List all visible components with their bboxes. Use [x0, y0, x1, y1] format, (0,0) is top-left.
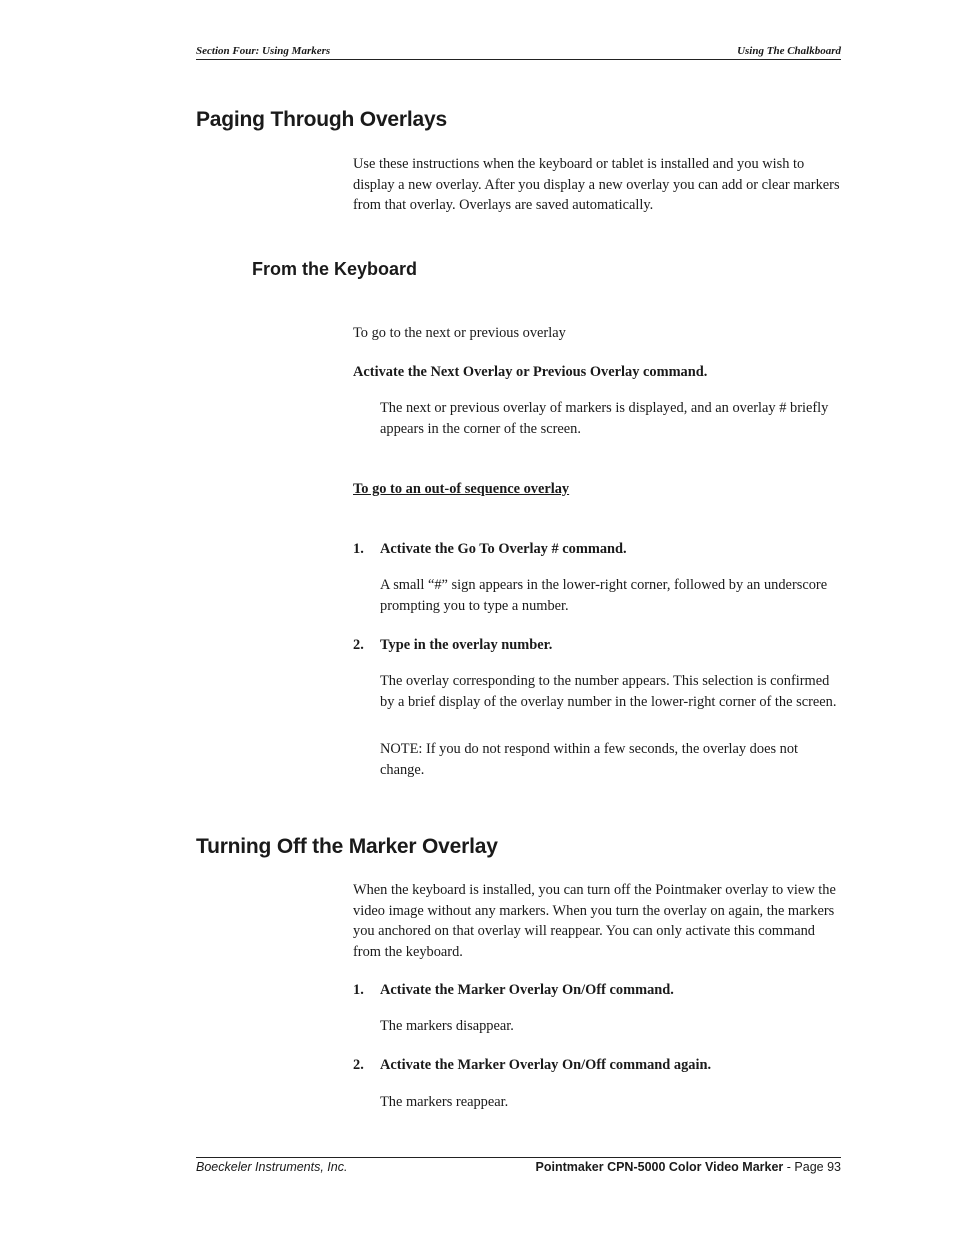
step-note: NOTE: If you do not respond within a few seconds, the overlay does not change.: [380, 741, 799, 778]
footer-page-info: [536, 1159, 841, 1175]
step-command-overlay-on: Activate the Marker Overlay On/Off command again.: [380, 1057, 712, 1073]
step-result-goto: A small “#” sign appears in the lower-right corner, followed by an underscore prompting you to type a number.: [380, 577, 828, 614]
step-result-reappear: The markers reappear.: [380, 1094, 509, 1110]
step-command-overlay-off: Activate the Marker Overlay On/Off command.: [380, 982, 674, 998]
step-command-goto: Activate the Go To Overlay # command.: [380, 541, 627, 557]
step-number: 2.: [353, 637, 364, 653]
step-command-type-number: Type in the overlay number.: [380, 637, 553, 653]
step-number: 1.: [353, 541, 364, 557]
subheading-keyboard: From the Keyboard: [252, 259, 418, 279]
step-number: 1.: [353, 982, 364, 998]
next-prev-result: The next or previous overlay of markers is displayed, and an overlay # briefly appears in the corner of the screen.: [380, 400, 829, 437]
footer-page-number: - Page 93: [786, 1160, 841, 1174]
footer-company: Boeckeler Instruments, Inc.: [196, 1160, 348, 1174]
running-header-section: Section Four: Using Markers: [196, 45, 331, 57]
running-header-chapter: Using The Chalkboard: [737, 45, 841, 57]
header-rule: [196, 59, 841, 60]
out-of-sequence-heading: To go to an out-of sequence overlay: [353, 481, 570, 497]
footer-rule: [196, 1157, 841, 1158]
paging-intro: Use these instructions when the keyboard or tablet is installed and you wish to display a new overlay. After you display a new overlay you can add or clear markers from that overlay. Overlays are saved automatically.: [353, 156, 840, 213]
step-number: 2.: [353, 1057, 364, 1073]
section-title-paging: Paging Through Overlays: [196, 108, 447, 131]
step-result-disappear: The markers disappear.: [380, 1018, 514, 1034]
next-prev-intro: To go to the next or previous overlay: [353, 325, 566, 341]
step-result-confirm: The overlay corresponding to the number appears. This selection is confirmed by a brief display of the overlay number in the lower-right corner of the screen.: [380, 673, 837, 710]
turning-off-intro: When the keyboard is installed, you can turn off the Pointmaker overlay to view the video image without any markers. When you turn the overlay on again, the markers you anchored on that overlay will reappear. You can only activate this command from the keyboard.: [353, 882, 836, 960]
section-title-turning-off: Turning Off the Marker Overlay: [196, 835, 498, 858]
next-prev-command: Activate the Next Overlay or Previous Overlay command.: [353, 364, 708, 380]
footer-product: Pointmaker CPN-5000 Color Video Marker: [535, 1160, 784, 1174]
